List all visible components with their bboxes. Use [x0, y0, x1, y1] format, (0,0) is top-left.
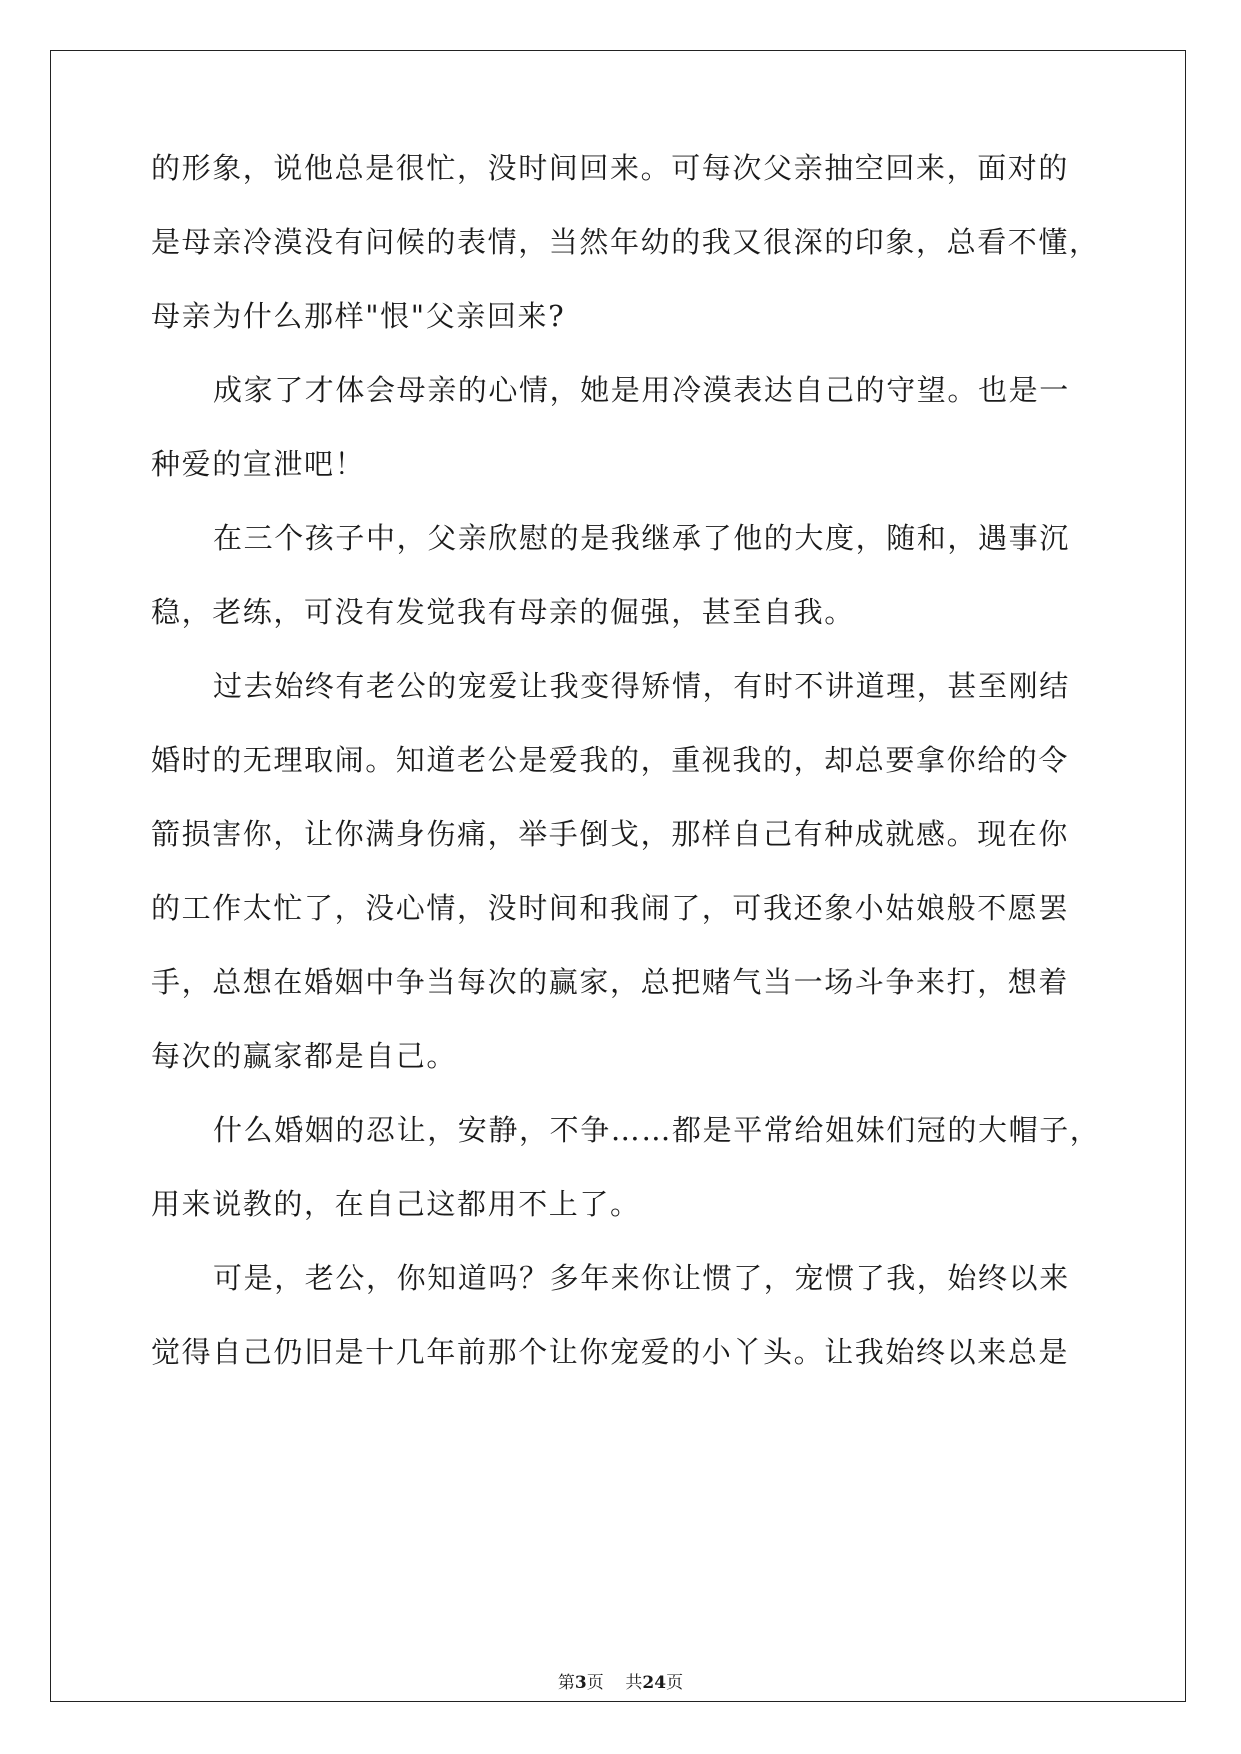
text-line: 稳，老练，可没有发觉我有母亲的倔强，甚至自我。 [151, 595, 855, 629]
page-footer [0, 1672, 1241, 1694]
text-line: 手，总想在婚姻中争当每次的赢家，总把赌气当一场斗争来打，想着 [151, 965, 1070, 999]
footer-suffix: 页 [666, 1673, 684, 1693]
text-line: 的工作太忙了，没心情，没时间和我闹了，可我还象小姑娘般不愿罢 [151, 891, 1070, 925]
text-line: 是母亲冷漠没有问候的表情，当然年幼的我又很深的印象，总看不懂， [151, 225, 1100, 259]
footer-middle: 页 共 [586, 1673, 643, 1693]
text-line: 的形象，说他总是很忙，没时间回来。可每次父亲抽空回来，面对的 [151, 151, 1070, 185]
current-page-number: 3 [574, 1673, 587, 1693]
paragraph-first-line: 过去始终有老公的宠爱让我变得矫情，有时不讲道理，甚至刚结 [213, 669, 1070, 703]
footer-prefix: 第 [557, 1673, 575, 1693]
text-line: 母亲为什么那样"恨"父亲回来? [151, 299, 566, 333]
text-line: 觉得自己仍旧是十几年前那个让你宠爱的小丫头。让我始终以来总是 [151, 1335, 1070, 1369]
paragraph-first-line: 成家了才体会母亲的心情，她是用冷漠表达自己的守望。也是一 [213, 373, 1070, 407]
text-line: 种爱的宣泄吧！ [151, 447, 366, 481]
text-line: 用来说教的，在自己这都用不上了。 [151, 1187, 641, 1221]
paragraph-first-line: 什么婚姻的忍让，安静，不争……都是平常给姐妹们冠的大帽子， [213, 1113, 1101, 1147]
paragraph-first-line: 可是，老公，你知道吗？多年来你让惯了，宠惯了我，始终以来 [213, 1261, 1070, 1295]
paragraph-first-line: 在三个孩子中，父亲欣慰的是我继承了他的大度，随和，遇事沉 [213, 521, 1070, 555]
text-line: 婚时的无理取闹。知道老公是爱我的，重视我的，却总要拿你给的令 [151, 743, 1070, 777]
text-line: 每次的赢家都是自己。 [151, 1039, 458, 1073]
total-page-count: 24 [642, 1673, 667, 1693]
text-line: 箭损害你，让你满身伤痛，举手倒戈，那样自己有种成就感。现在你 [151, 817, 1070, 851]
